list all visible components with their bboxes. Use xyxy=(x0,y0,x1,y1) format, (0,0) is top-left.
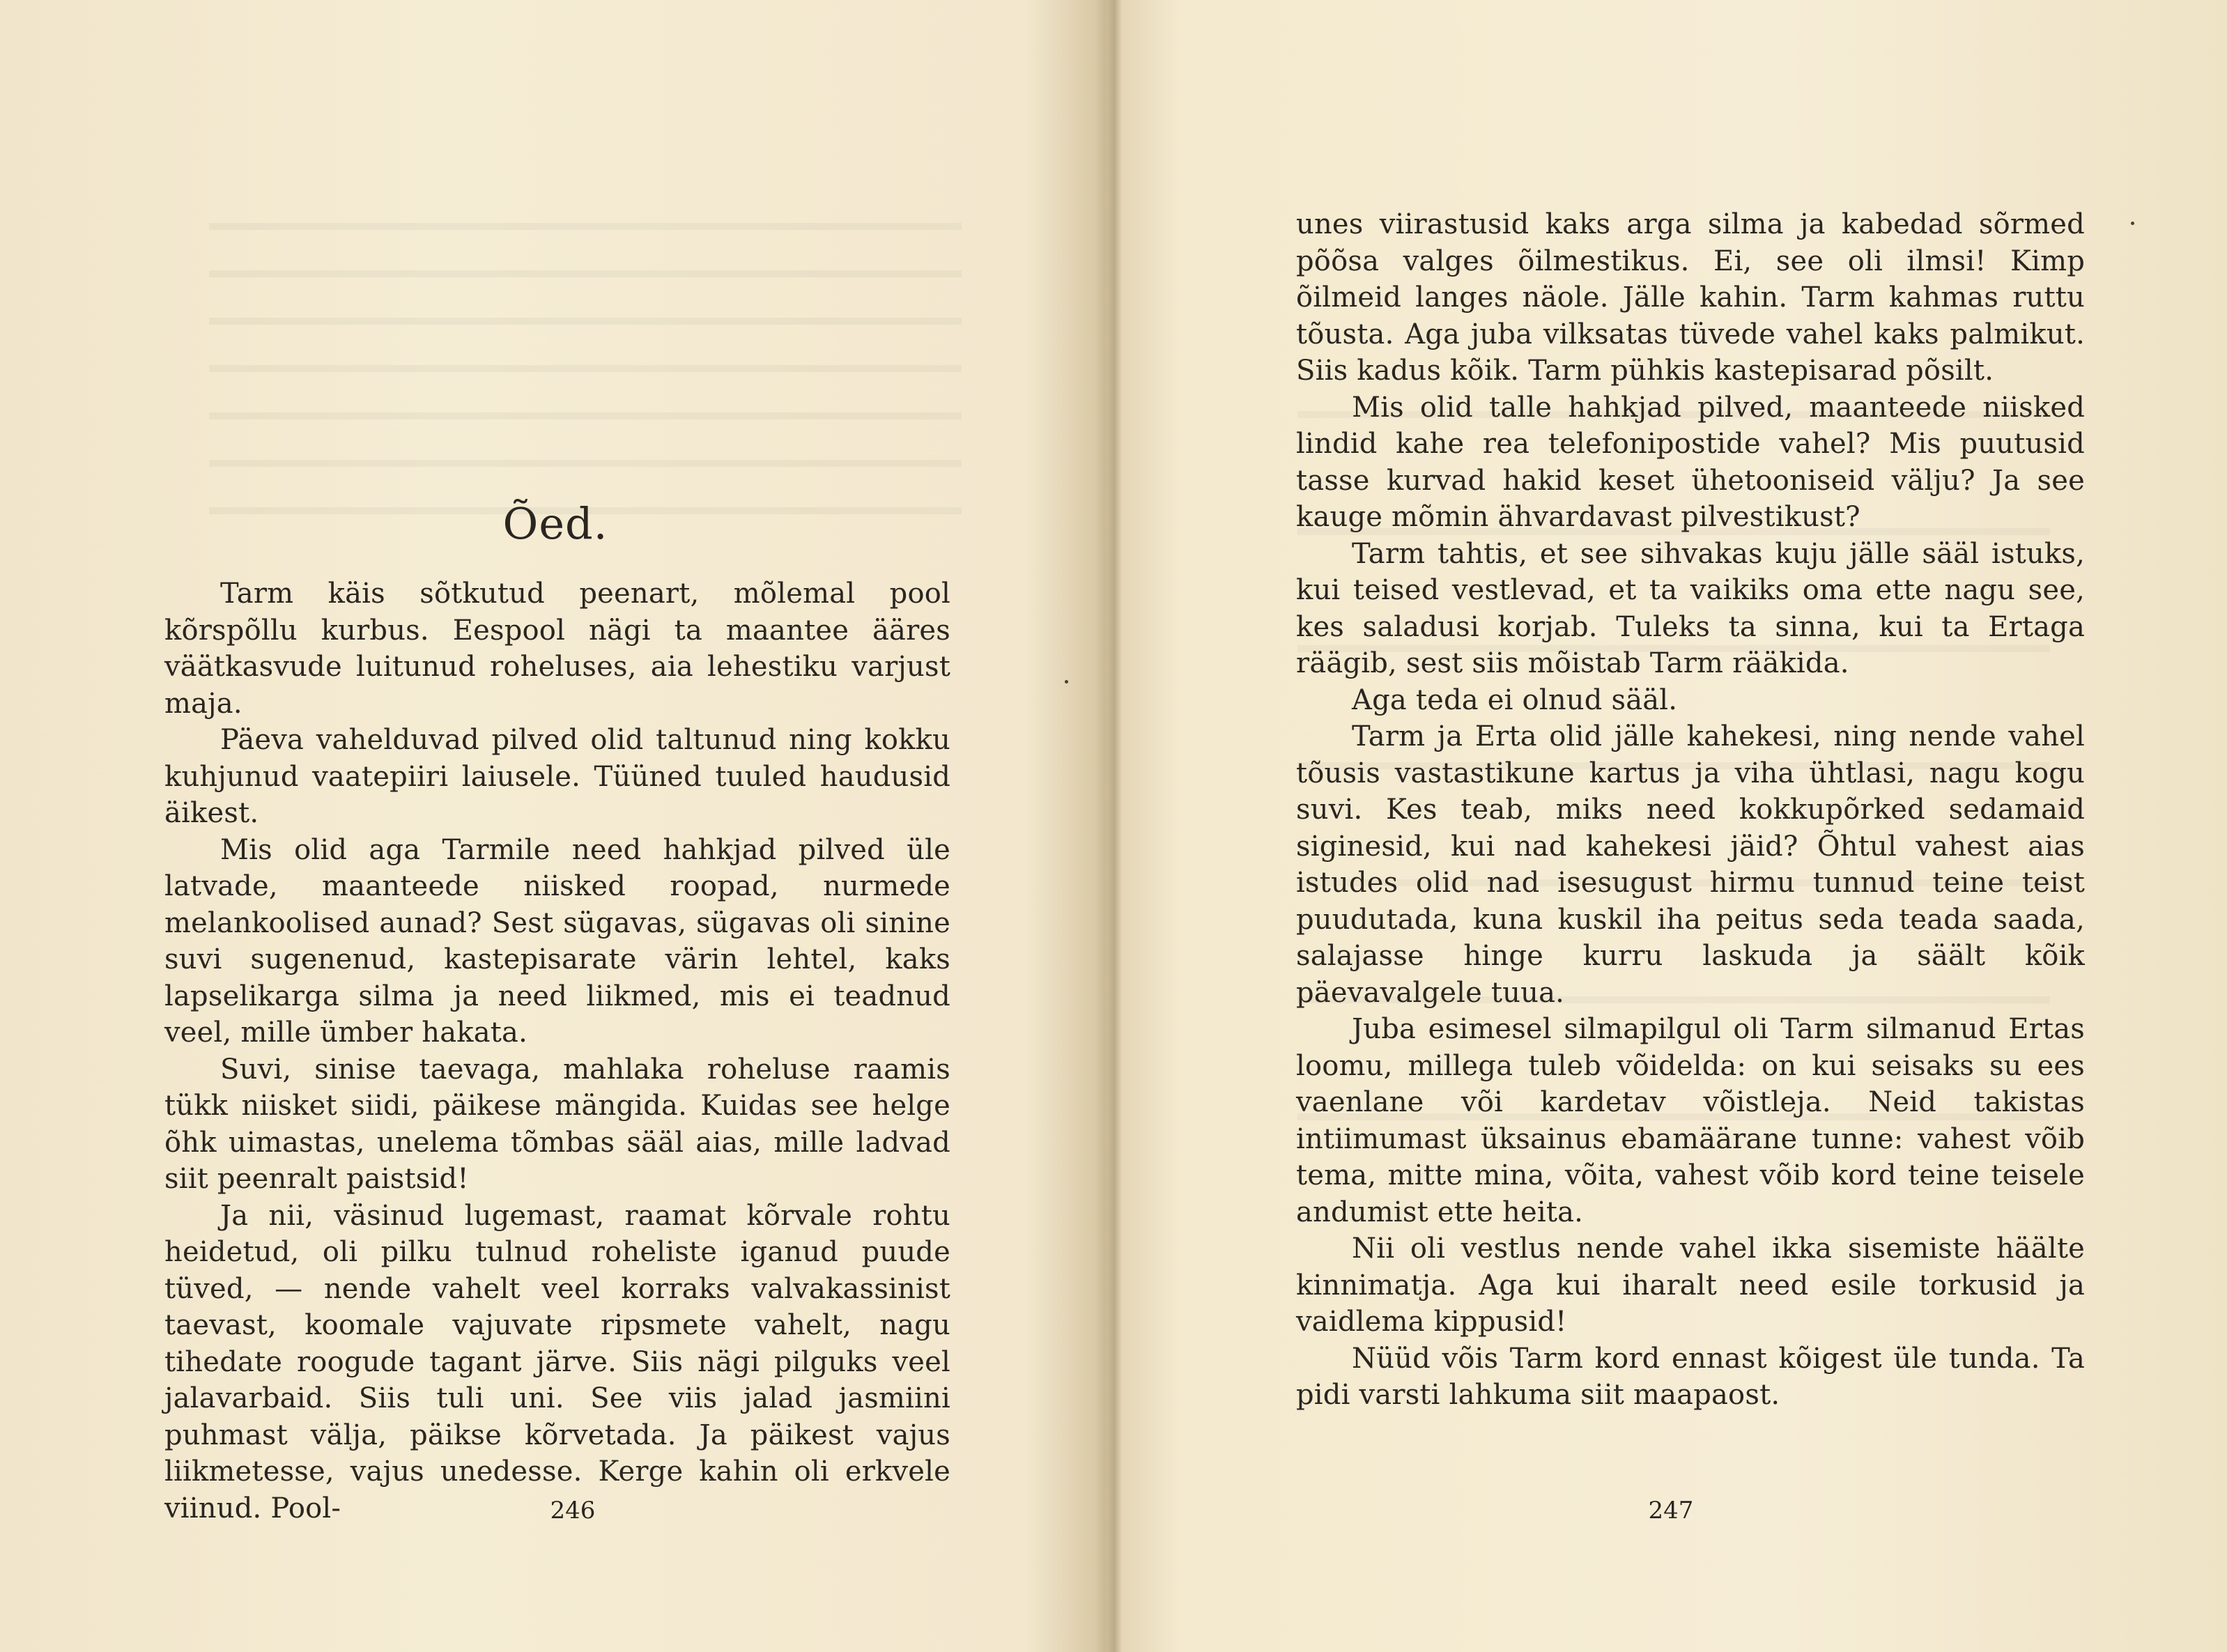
paragraph: Nii oli vestlus nende vahel ikka sisemiste häälte kinnimatja. Aga kui iharalt need esile torkusid ja vaidlema kippusid! xyxy=(1296,1233,2085,1338)
paragraph: Nüüd võis Tarm kord ennast kõigest üle tunda. Ta pidi varsti lahkuma siit maapaost. xyxy=(1296,1342,2085,1411)
paragraph: Mis olid talle hahkjad pilved, maanteede niisked lindid kahe rea telefonipostide vahel? Mis puutusid tasse kurvad hakid keset ühetooniseid välju? Ja see kauge mõmin ähvardavast pilvestikust? xyxy=(1296,391,2085,533)
left-page-body xyxy=(164,576,950,1527)
paragraph: Mis olid aga Tarmile need hahkjad pilved üle latvade, maanteede niisked roopad, nurmede melankoolised aunad? Sest sügavas, sügavas oli sinine suvi sugenenud, kastepisarate värin lehtel, kaks lapselikarga silma ja need liikmed, mis ei teadnud veel, mille ümber hakata. xyxy=(164,833,950,1049)
page-number: 247 xyxy=(1648,1497,1694,1524)
paragraph: Juba esimesel silmapilgul oli Tarm silmanud Ertas loomu, millega tuleb võidelda: on kui seisaks su ees vaenlane või kardetav võistleja. Neid takistas intiimumast üksainus ebamäärane tunne: vahest võib tema, mitte mina, võita, vahest võib kord teine teisele andumist ette heita. xyxy=(1296,1013,2085,1228)
page-number: 246 xyxy=(550,1497,596,1524)
paragraph-continuation: unes viirastusid kaks arga silma ja kabedad sõrmed põõsa valges õilmestikus. Ei, see oli ilmsi! Kimp õilmeid langes näole. Jälle kahin. Tarm kahmas ruttu tõusta. Aga juba vilksatas tüvede vahel kaks palmikut. Siis kadus kõik. Tarm pühkis kastepisarad põsilt. xyxy=(1296,208,2085,387)
chapter-title: Õed. xyxy=(502,498,608,549)
paragraph: Suvi, sinise taevaga, mahlaka roheluse raamis tükk niisket siidi, päikese mängida. Kuidas see helge õhk uimastas, unelema tõmbas sääl aias, mille ladvad siit peenralt paistsid! xyxy=(164,1053,950,1195)
ink-speck xyxy=(2131,222,2134,225)
paragraph: Tarm käis sõtkutud peenart, mõlemal pool kõrspõllu kurbus. Eespool nägi ta maantee ääres väätkasvude luitunud roheluses, aia lehestiku varjust maja. xyxy=(164,578,950,720)
right-page xyxy=(1116,0,2227,1652)
right-page-body xyxy=(1296,206,2085,1414)
left-page xyxy=(0,0,1111,1652)
ink-speck xyxy=(1065,680,1068,684)
paragraph: Päeva vahelduvad pilved olid taltunud ning kokku kuhjunud vaatepiiri laiusele. Tüüned tuuled haudusid äikest. xyxy=(164,724,950,829)
paragraph: Aga teda ei olnud sääl. xyxy=(1352,684,1678,716)
paragraph: Tarm tahtis, et see sihvakas kuju jälle sääl istuks, kui teised vestlevad, et ta vaikiks oma ette nagu see, kes saladusi korjab. Tuleks ta sinna, kui ta Ertaga räägib, sest siis mõistab Tarm rääkida. xyxy=(1296,537,2085,679)
paragraph: Tarm ja Erta olid jälle kahekesi, ning nende vahel tõusis vastastikune kartus ja viha ühtlasi, nagu kogu suvi. Kes teab, miks need kokkupõrked sedamaid siginesid, kui nad kahekesi jäid? Õhtul vahest aias istudes olid nad isesugust hirmu tunnud teine teist puudutada, kuna kuskil iha peitus seda teada saada, salajasse hinge kurru laskuda ja säält kõik päevavalgele tuua. xyxy=(1296,720,2085,1009)
paragraph: Ja nii, väsinud lugemast, raamat kõrvale rohtu heidetud, oli pilku tulnud roheliste iganud puude tüved, — nende vahelt veel korraks valvakassinist taevast, koomale vajuvate ripsmete vahelt, nagu tihedate roogude tagant järve. Siis nägi pilguks veel jalavarbaid. Siis tuli uni. See viis jalad jasmiini puhmast välja, päikse kõrvetada. Ja päikest vajus liikmetesse, vajus unedesse. Kerge kahin oli erkvele viinud. Pool- xyxy=(164,1199,950,1524)
